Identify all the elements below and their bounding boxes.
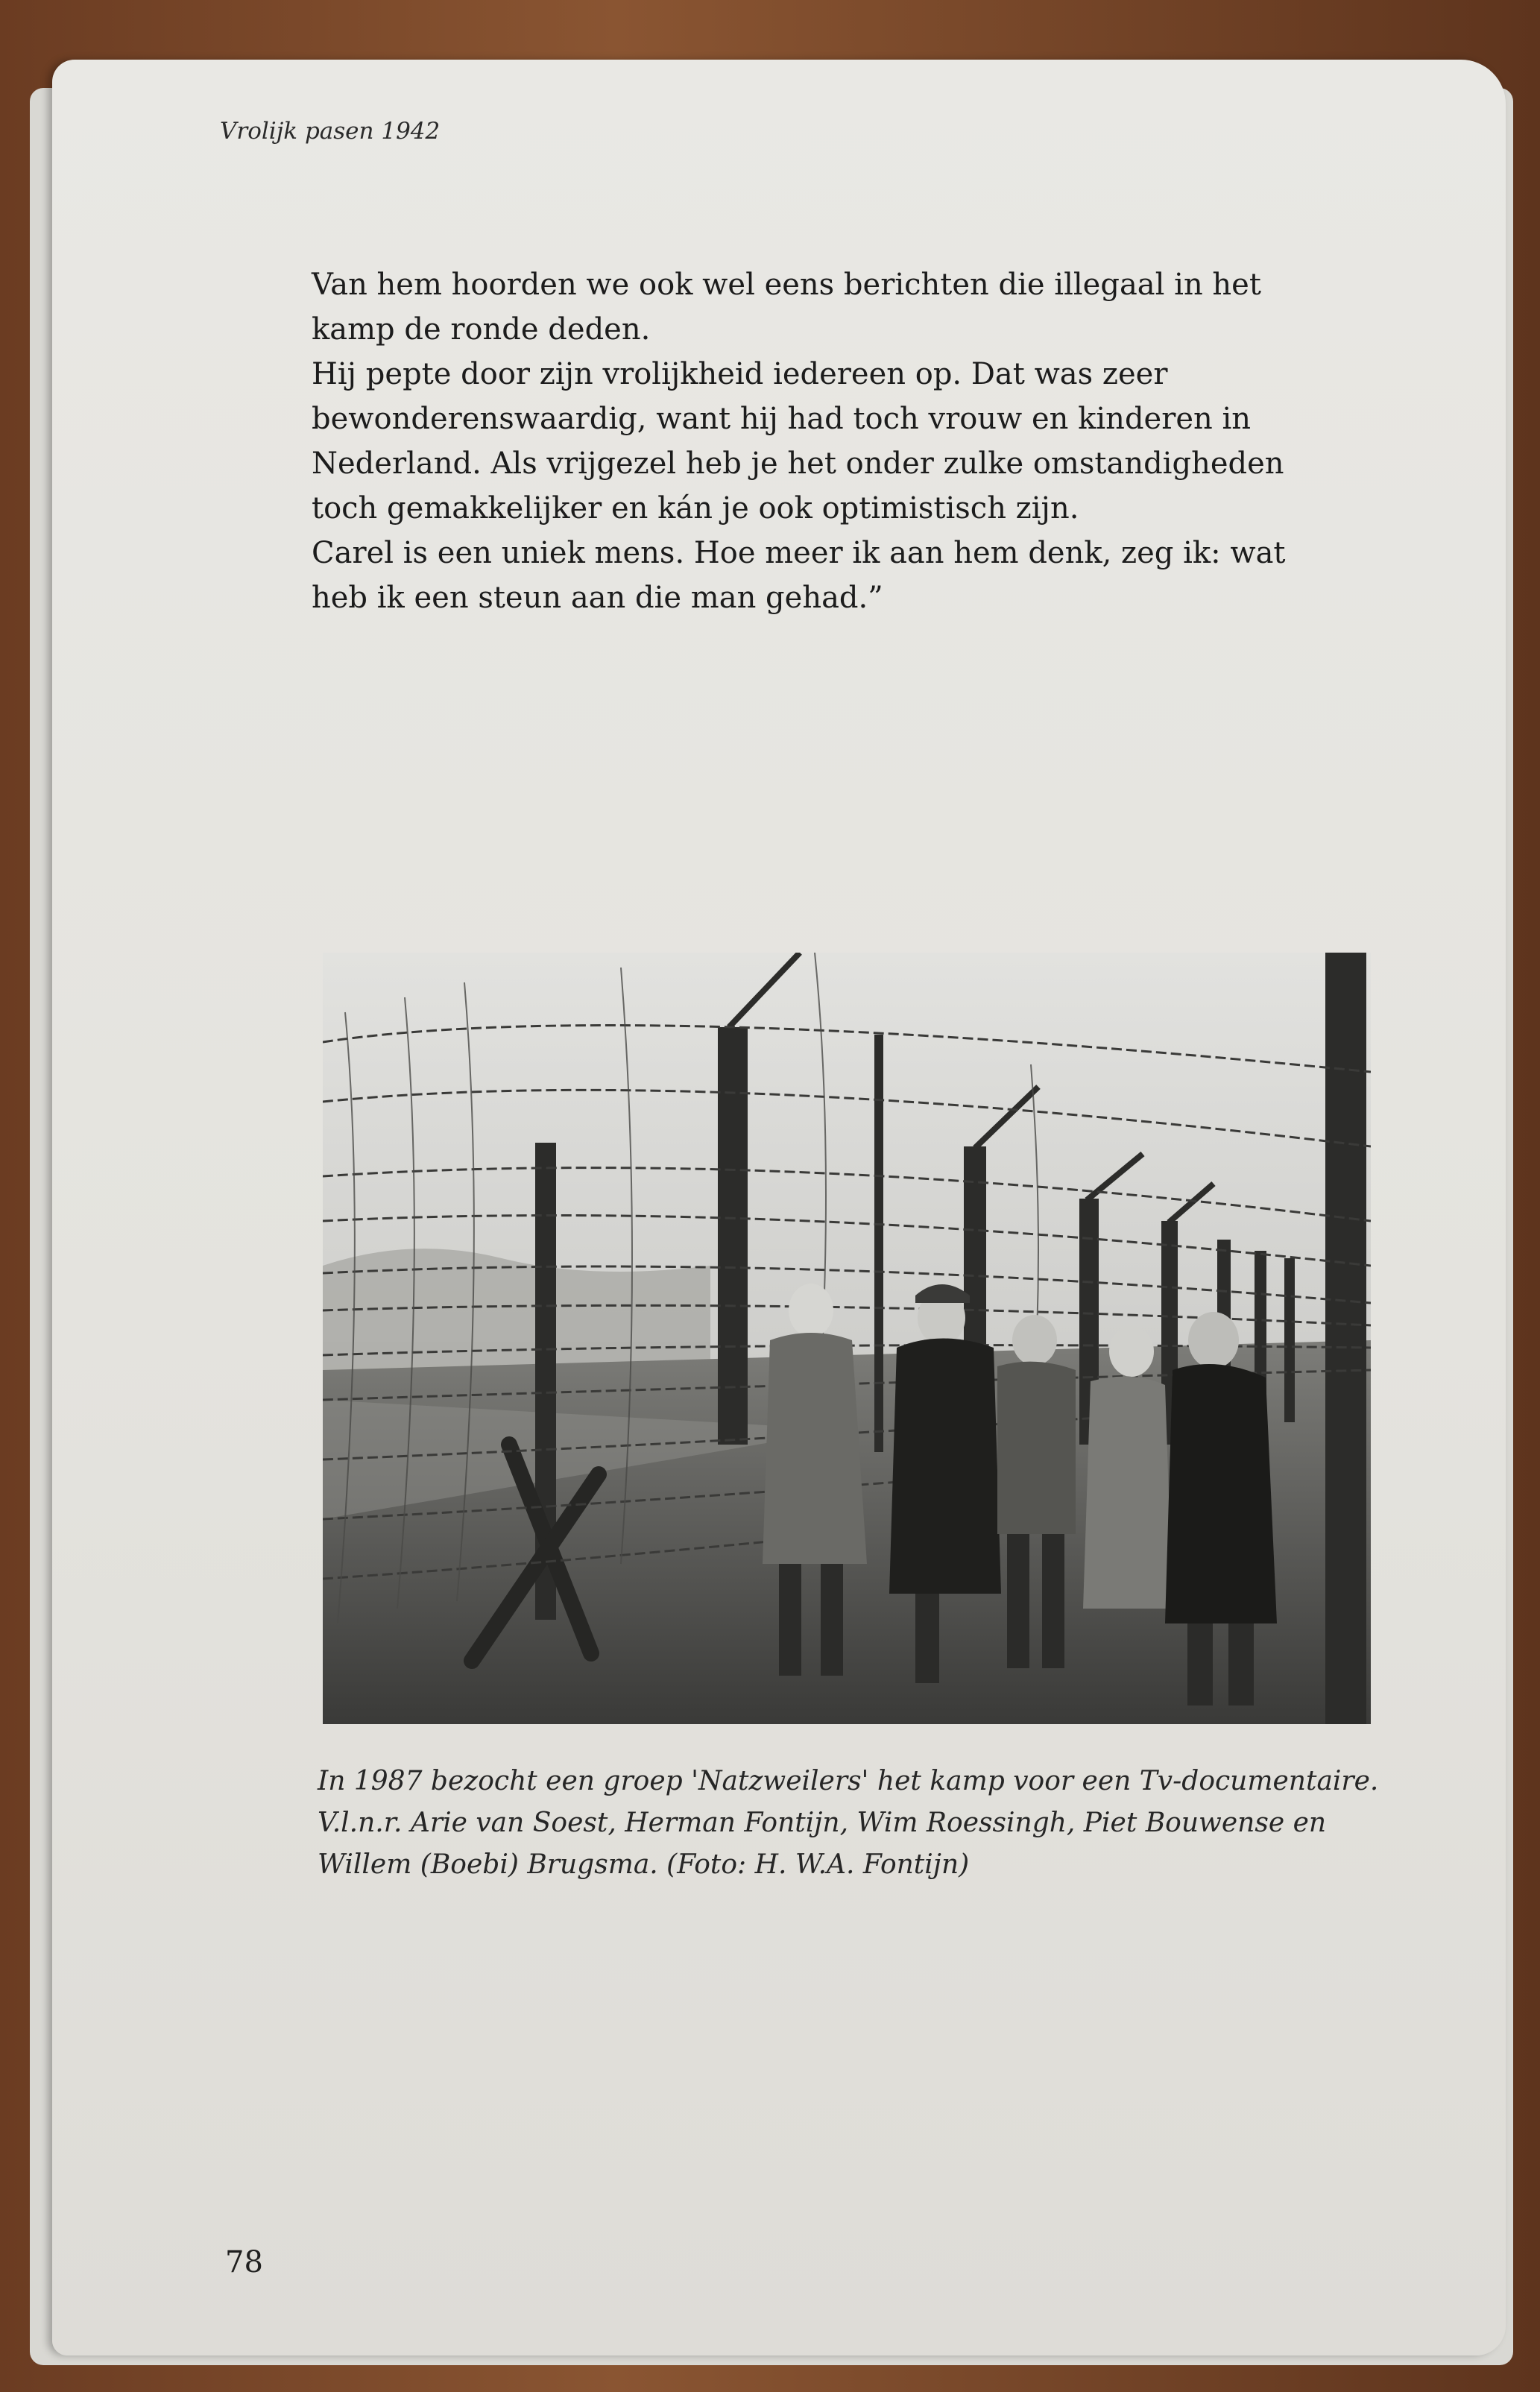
- body-text: [312, 262, 1385, 620]
- caption-line: In 1987 bezocht een groep 'Natzweilers' het kamp voor een Tv-documentaire.: [318, 1766, 1379, 1796]
- photo-illustration: [323, 953, 1371, 1724]
- body-line: kamp de ronde deden.: [312, 312, 651, 347]
- body-line: Van hem hoorden we ook wel eens berichten die illegaal in het: [312, 268, 1261, 302]
- body-line: bewonderenswaardig, want hij had toch vrouw en kinderen in: [312, 402, 1252, 436]
- body-line: toch gemakkelijker en kán je ook optimistisch zijn.: [312, 491, 1079, 526]
- body-line: Nederland. Als vrijgezel heb je het onder zulke omstandigheden: [312, 446, 1284, 481]
- body-line: Hij pepte door zijn vrolijkheid iedereen op. Dat was zeer: [312, 357, 1168, 391]
- body-line: heb ik een steun aan die man gehad.”: [312, 581, 883, 615]
- photo-caption: [318, 1761, 1379, 1886]
- page-number: 78: [225, 2245, 263, 2279]
- running-head: Vrolijk pasen 1942: [220, 118, 441, 145]
- body-line: Carel is een uniek mens. Hoe meer ik aan hem denk, zeg ik: wat: [312, 536, 1286, 570]
- caption-line: Willem (Boebi) Brugsma. (Foto: H. W.A. Fontijn): [318, 1849, 970, 1880]
- camp-fence-photo: [323, 953, 1371, 1724]
- caption-line: V.l.n.r. Arie van Soest, Herman Fontijn, Wim Roessingh, Piet Bouwense en: [318, 1808, 1327, 1838]
